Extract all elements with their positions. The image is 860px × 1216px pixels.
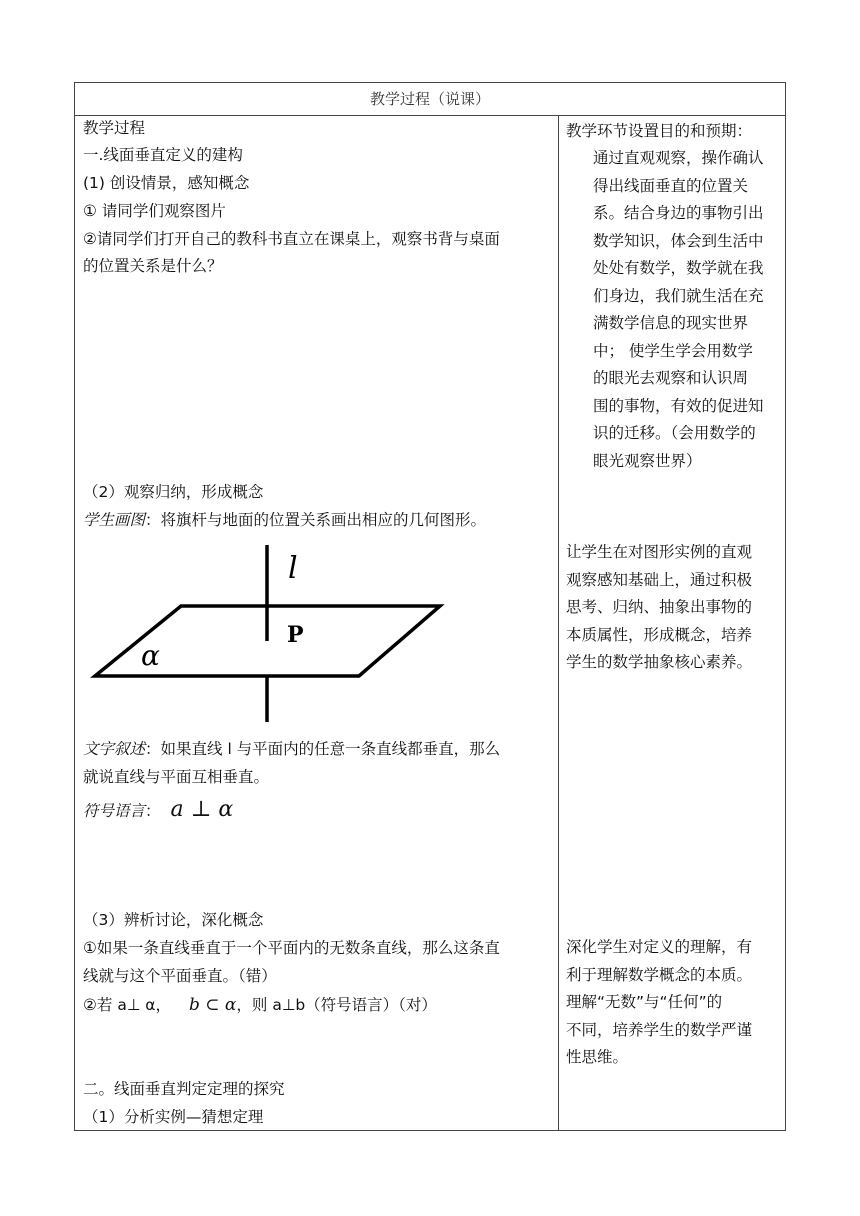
label-p: P: [287, 622, 304, 648]
step-2: （2）观察归纳，形成概念: [83, 483, 264, 501]
heading-theorem: 二。线面垂直判定定理的探究: [83, 1080, 285, 1098]
purpose-2-line: 思考、归纳、抽象出事物的: [566, 598, 753, 616]
symbol-language-line: [83, 799, 233, 822]
purpose-1-line: 中； 使学生学会用数学: [593, 341, 753, 360]
step-1-item-2: ②请同学们打开自己的教科书直立在课桌上，观察书背与桌面: [83, 230, 500, 248]
step-1-item-2-cont: 的位置关系是什么？: [83, 257, 223, 275]
heading-definition: 一.线面垂直定义的建构: [83, 146, 243, 164]
symbol-language-label: 符号语言: [83, 802, 146, 820]
purpose-1-line: 数学知识，体会到生活中: [593, 231, 764, 250]
line-plane-figure: [89, 538, 459, 728]
purpose-3-line: 利于理解数学概念的本质。: [566, 965, 753, 984]
step-1: (1) 创设情景，感知概念: [83, 174, 250, 192]
text-statement-text: ：如果直线 l 与平面内的任意一条直线都垂直，那么: [145, 740, 501, 758]
purpose-1-line: 通过直观观察，操作确认: [593, 149, 764, 167]
symbol-language-colon: ：: [145, 802, 161, 820]
step-3-item-2: [83, 994, 437, 1016]
purpose-1-line: 的眼光去观察和认识周: [593, 369, 749, 387]
purpose-1-line: 眼光观察世界）: [593, 451, 702, 470]
label-l: l: [288, 551, 298, 586]
step-1-item-1: ① 请同学们观察图片: [83, 202, 226, 220]
purpose-block-3: [566, 934, 786, 1072]
purpose-3-line: 性思维。: [566, 1048, 629, 1066]
purpose-3-line: 理解“无数”与“任何”的: [566, 993, 723, 1011]
purpose-1-line: 处处有数学，数学就在我: [593, 259, 764, 277]
text-statement-cont: 就说直线与平面互相垂直。: [83, 768, 270, 786]
student-drawing-line: [83, 509, 486, 531]
purpose-2-line: 学生的数学抽象核心素养。: [566, 653, 753, 671]
step-3-item-2-b: ，则 a⊥b（符号语言）（对）: [236, 996, 437, 1014]
purpose-1-line: 们身边，我们就生活在充: [593, 286, 764, 305]
purpose-block-2: [566, 539, 786, 677]
purpose-1-line: 识的迁移。（会用数学的: [593, 424, 756, 442]
text-statement-label: 文字叙述: [83, 740, 146, 758]
student-drawing-label: 学生画图: [83, 511, 146, 529]
step-3: （3）辨析讨论，深化概念: [83, 911, 264, 929]
label-alpha: α: [141, 639, 160, 672]
purpose-block-1: [593, 145, 785, 475]
purpose-3-line: 不同，培养学生的数学严谨: [566, 1020, 753, 1039]
purpose-3-line: 深化学生对定义的理解，有: [566, 938, 753, 956]
purpose-2-line: 观察感知基础上，通过积极: [566, 570, 753, 589]
text-statement-line: [83, 738, 500, 760]
section-title: 教学过程: [83, 119, 146, 137]
step-3-item-1: ①如果一条直线垂直于一个平面内的无数条直线，那么这条直: [83, 939, 500, 957]
step-3-item-2-math: b ⊂ α: [188, 995, 237, 1015]
purpose-1-line: 系。结合身边的事物引出: [593, 204, 764, 222]
purpose-2-line: 让学生在对图形实例的直观: [566, 543, 753, 561]
purpose-1-line: 满数学信息的现实世界: [593, 314, 749, 332]
theorem-step-1: （1）分析实例—猜想定理: [83, 1108, 264, 1126]
purpose-title: 教学环节设置目的和预期：: [566, 122, 753, 140]
student-drawing-text: ：将旗杆与地面的位置关系画出相应的几何图形。: [145, 511, 487, 529]
purpose-1-line: 得出线面垂直的位置关: [593, 176, 749, 195]
lesson-table: [74, 82, 786, 1131]
step-3-item-2-a: ②若 a⊥ α，: [83, 996, 171, 1014]
step-3-item-1-cont: 线就与这个平面垂直。（错）: [83, 967, 277, 985]
column-divider: [558, 115, 559, 1130]
table-header: 教学过程（说课）: [75, 83, 785, 116]
purpose-1-line: 围的事物，有效的促进知: [593, 396, 764, 415]
symbol-expression: a ⊥ α: [170, 797, 234, 822]
purpose-2-line: 本质属性，形成概念，培养: [566, 625, 753, 644]
